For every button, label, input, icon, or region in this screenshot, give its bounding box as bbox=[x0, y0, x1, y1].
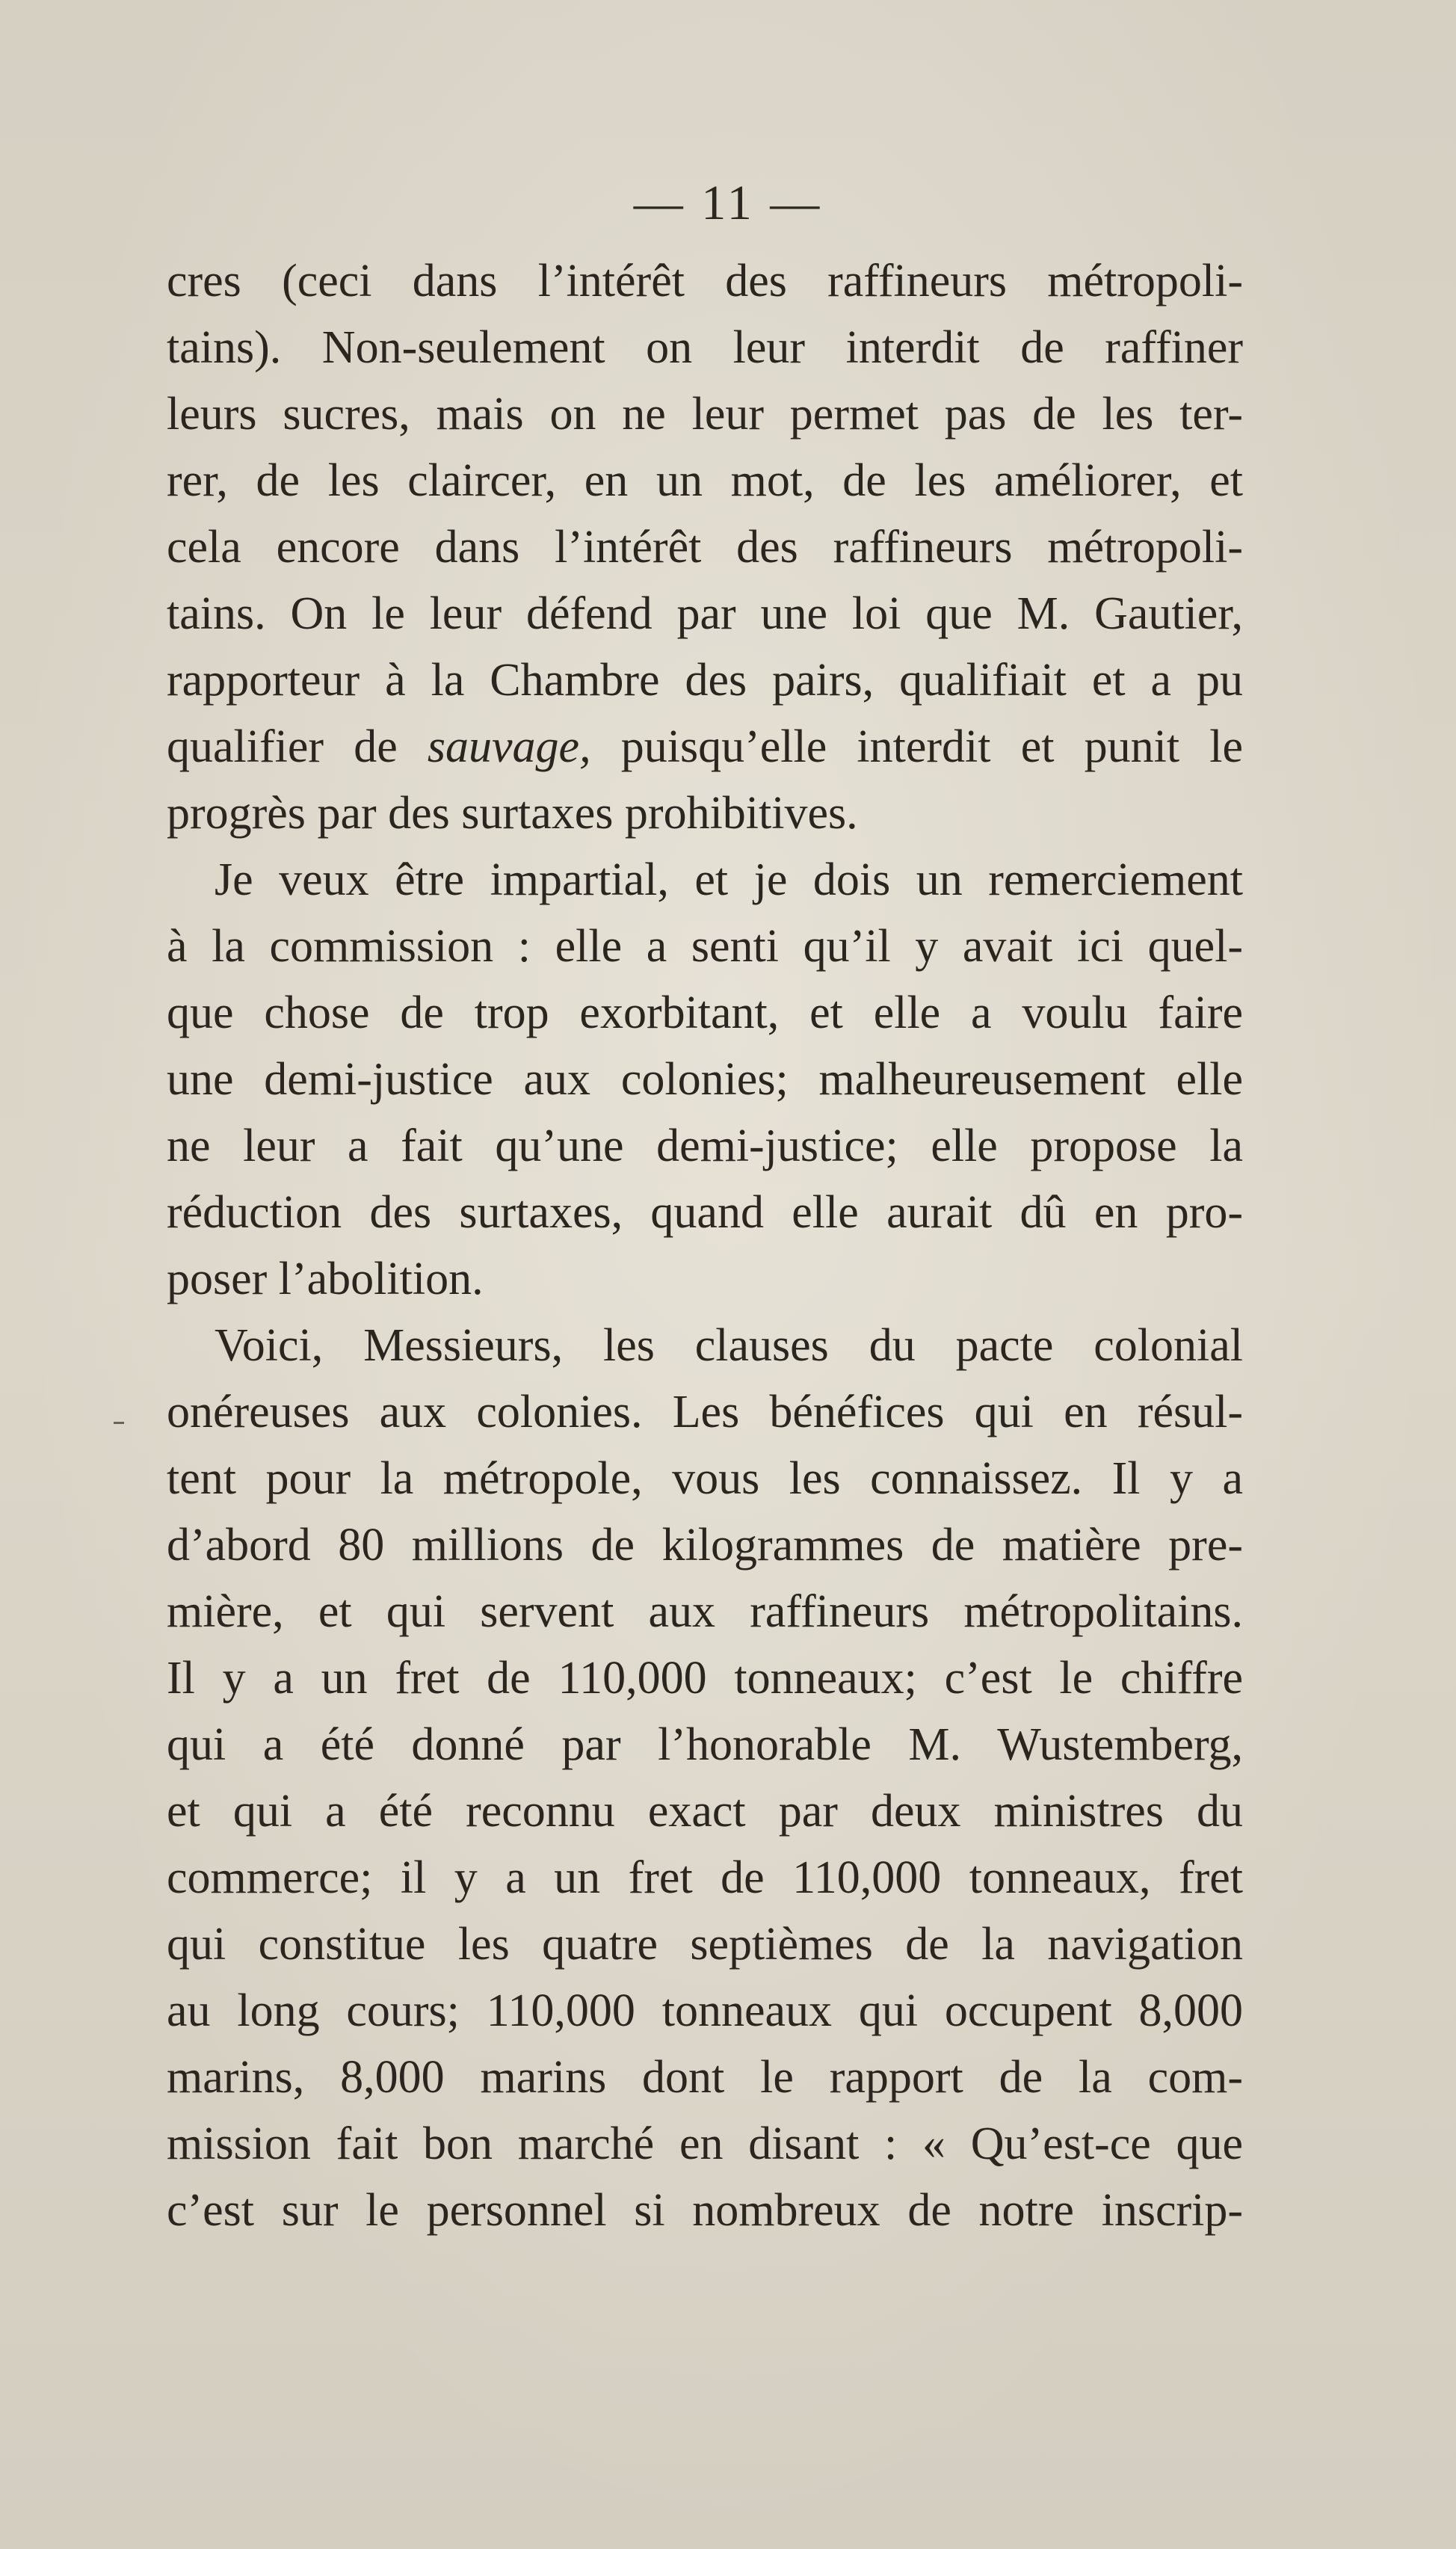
text-line: cela encore dans l’intérêt des raffineurs métropoli- bbox=[167, 522, 1243, 573]
text-line: rer, de les claircer, en un mot, de les améliorer, et bbox=[167, 455, 1243, 506]
text-line: et qui a été reconnu exact par deux ministres du bbox=[167, 1786, 1243, 1837]
paragraph-end-line: poser l’abolition. bbox=[167, 1254, 484, 1304]
text-line: marins, 8,000 marins dont le rapport de la com- bbox=[167, 2052, 1243, 2103]
text-line: d’abord 80 millions de kilogrammes de matière pre- bbox=[167, 1520, 1243, 1571]
text-line: qui a été donné par l’honorable M. Wustemberg, bbox=[167, 1719, 1243, 1770]
text-line: onéreuses aux colonies. Les bénéfices qui en résul- bbox=[167, 1387, 1243, 1437]
paragraph-start-line: Voici, Messieurs, les clauses du pacte colonial bbox=[215, 1320, 1243, 1371]
text-line: réduction des surtaxes, quand elle aurait dû en pro- bbox=[167, 1187, 1243, 1238]
text-line: mière, et qui servent aux raffineurs métropolitains. bbox=[167, 1586, 1243, 1637]
text-line: commerce; il y a un fret de 110,000 tonneaux, fret bbox=[167, 1852, 1243, 1903]
text-line: au long cours; 110,000 tonneaux qui occupent 8,000 bbox=[167, 1985, 1243, 2036]
text-line: mission fait bon marché en disant : « Qu’est-ce que bbox=[167, 2118, 1243, 2169]
text-line: une demi-justice aux colonies; malheureusement elle bbox=[167, 1054, 1243, 1105]
paragraph-start-line: Je veux être impartial, et je dois un remerciement bbox=[215, 854, 1243, 905]
text-line: tains. On le leur défend par une loi que M. Gautier, bbox=[167, 588, 1243, 639]
body-text bbox=[167, 248, 1243, 2244]
text-line-with-italic bbox=[167, 714, 1243, 780]
text-fragment: qualifier de bbox=[167, 721, 428, 772]
page-number: — 11 — bbox=[633, 176, 823, 230]
text-line: qui constitue les quatre septièmes de la navigation bbox=[167, 1919, 1243, 1970]
text-line: à la commission : elle a senti qu’il y avait ici quel- bbox=[167, 921, 1243, 972]
paragraph-end-line: progrès par des surtaxes prohibitives. bbox=[167, 788, 858, 839]
text-line: rapporteur à la Chambre des pairs, qualifiait et a pu bbox=[167, 655, 1243, 706]
text-line: Il y a un fret de 110,000 tonneaux; c’est le chiffre bbox=[167, 1653, 1243, 1704]
italic-word: sauvage, bbox=[427, 721, 591, 772]
text-line: ne leur a fait qu’une demi-justice; elle propose la bbox=[167, 1121, 1243, 1171]
text-fragment: puisqu’elle interdit et punit le bbox=[590, 721, 1243, 772]
text-line: cres (ceci dans l’intérêt des raffineurs métropoli- bbox=[167, 256, 1243, 306]
text-line: c’est sur le personnel si nombreux de notre inscrip- bbox=[167, 2185, 1243, 2236]
text-line: tains). Non-seulement on leur interdit de raffiner bbox=[167, 322, 1243, 373]
margin-mark bbox=[114, 1422, 124, 1424]
text-line: que chose de trop exorbitant, et elle a voulu faire bbox=[167, 987, 1243, 1038]
text-line: tent pour la métropole, vous les connaissez. Il y a bbox=[167, 1453, 1243, 1504]
text-line: leurs sucres, mais on ne leur permet pas de les ter- bbox=[167, 389, 1243, 440]
